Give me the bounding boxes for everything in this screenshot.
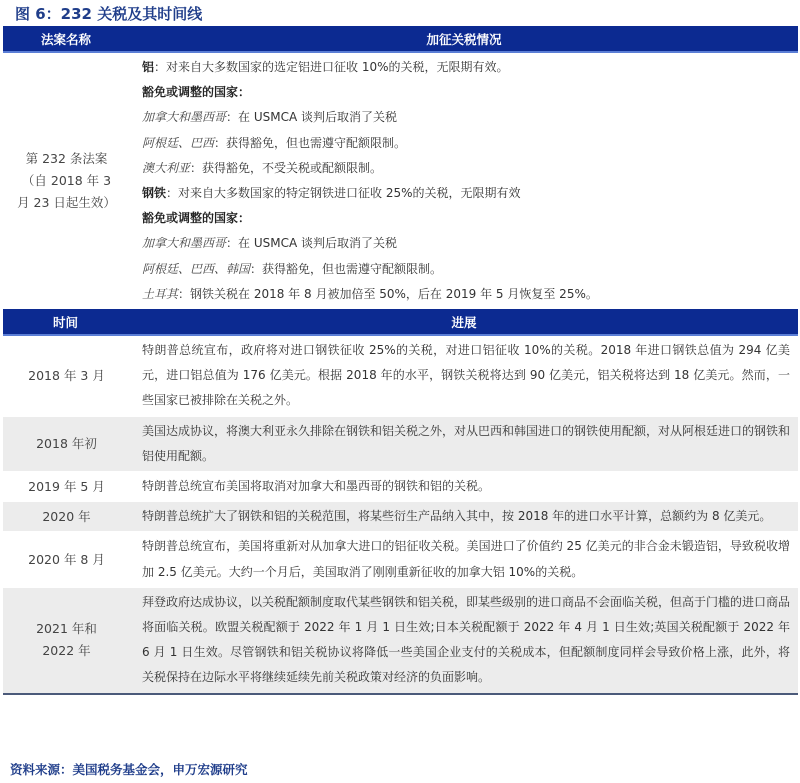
detail-argentina-brazil-korea: 阿根廷、巴西、韩国：获得豁免，但也需遵守配额限制。 <box>142 261 443 276</box>
header-law-name: 法案名称 <box>3 26 130 52</box>
law-name-line: 月 23 日起生效） <box>17 195 116 211</box>
timeline-row <box>3 502 798 532</box>
detail-australia: 澳大利亚：获得豁免，不受关税或配额限制。 <box>142 160 383 175</box>
timeline-table-header <box>3 309 798 335</box>
timeline-progress: 拜登政府达成协议，以关税配额制度取代某些钢铁和铝关税，即某些级别的进口商品不会面临关税，但高于门槛的进口商品将面临关税。欧盟关税配额于 2022 年 1 月 1 日生效;日本关税配额于 2022 年 4 月 1 日生效;英国关税配额于 2022 年 6 月 1 日生效。尽管钢铁和铝关税协议将降低一些美国企业支付的关税成本，但配额制度同样会导致价格上涨，此外，将关税保持在边际水平将继续延续先前关税政策对经济的负面影响。 <box>130 587 798 693</box>
timeline-row <box>3 472 798 502</box>
timeline-row <box>3 587 798 693</box>
detail-aluminum: 铝：对来自大多数国家的选定铝进口征收 10%的关税，无限期有效。 <box>142 60 509 74</box>
timeline-time: 2020 年 <box>3 502 130 532</box>
detail-canada-mexico: 加拿大和墨西哥：在 USMCA 谈判后取消了关税 <box>142 110 397 125</box>
source-note: 资料来源：美国税务基金会，申万宏源研究 <box>10 762 248 777</box>
figure-title: 图 6：232 关税及其时间线 <box>15 5 203 23</box>
law-name-cell <box>3 52 130 309</box>
timeline-progress: 特朗普总统宣布美国将取消对加拿大和墨西哥的钢铁和铝的关税。 <box>130 472 798 502</box>
header-time: 时间 <box>3 309 130 335</box>
timeline-row <box>3 532 798 587</box>
timeline-progress: 美国达成协议，将澳大利亚永久排除在钢铁和铝关税之外，对从巴西和韩国进口的钢铁使用配额，对从阿根廷进口的钢铁和铝使用配额。 <box>130 416 798 471</box>
timeline-time-line: 2021 年和 <box>36 621 97 637</box>
law-name-line: 第 232 条法案 <box>25 151 108 167</box>
timeline-time-line: 2022 年 <box>42 643 91 659</box>
header-progress: 进展 <box>130 309 798 335</box>
header-tariff-situation: 加征关税情况 <box>130 26 798 52</box>
timeline-row <box>3 335 798 416</box>
timeline-progress: 特朗普总统宣布，美国将重新对从加拿大进口的铝征收关税。美国进口了价值约 25 亿美元的非合金未锻造铝，导致税收增加 2.5 亿美元。大约一个月后，美国取消了刚刚重新征收的加拿大铝 10%的关税。 <box>130 532 798 587</box>
detail-turkey: 土耳其：钢铁关税在 2018 年 8 月被加倍至 50%，后在 2019 年 5 月恢复至 25%。 <box>142 286 598 301</box>
law-name-line: （自 2018 年 3 <box>21 173 112 189</box>
timeline-row <box>3 416 798 471</box>
timeline-time: 2018 年 3 月 <box>3 335 130 416</box>
timeline-time: 2019 年 5 月 <box>3 472 130 502</box>
detail-exemptions-heading: 豁免或调整的国家： <box>142 85 251 100</box>
law-row <box>3 52 798 309</box>
timeline-time: 2018 年初 <box>3 416 130 471</box>
law-detail-cell <box>130 52 798 309</box>
timeline-progress: 特朗普总统扩大了钢铁和铝的关税范围，将某些衍生产品纳入其中，按 2018 年的进口水平计算，总额约为 8 亿美元。 <box>130 502 798 532</box>
timeline-time <box>3 587 130 693</box>
detail-exemptions-heading: 豁免或调整的国家： <box>142 211 251 226</box>
detail-canada-mexico: 加拿大和墨西哥：在 USMCA 谈判后取消了关税 <box>142 236 397 251</box>
tariff-table <box>3 26 798 695</box>
detail-steel: 钢铁：对来自大多数国家的特定钢铁进口征收 25%的关税，无限期有效 <box>142 186 521 201</box>
detail-argentina-brazil: 阿根廷、巴西：获得豁免，但也需遵守配额限制。 <box>142 135 407 150</box>
timeline-progress: 特朗普总统宣布，政府将对进口钢铁征收 25%的关税，对进口铝征收 10%的关税。2018 年进口钢铁总值为 294 亿美元，进口铝总值为 176 亿美元。根据 2018 年的水平，钢铁关税将达到 90 亿美元，铝关税将达到 18 亿美元。然而，一些国家已被排除在关税之外。 <box>130 335 798 416</box>
timeline-time: 2020 年 8 月 <box>3 532 130 587</box>
law-table-header <box>3 26 798 52</box>
